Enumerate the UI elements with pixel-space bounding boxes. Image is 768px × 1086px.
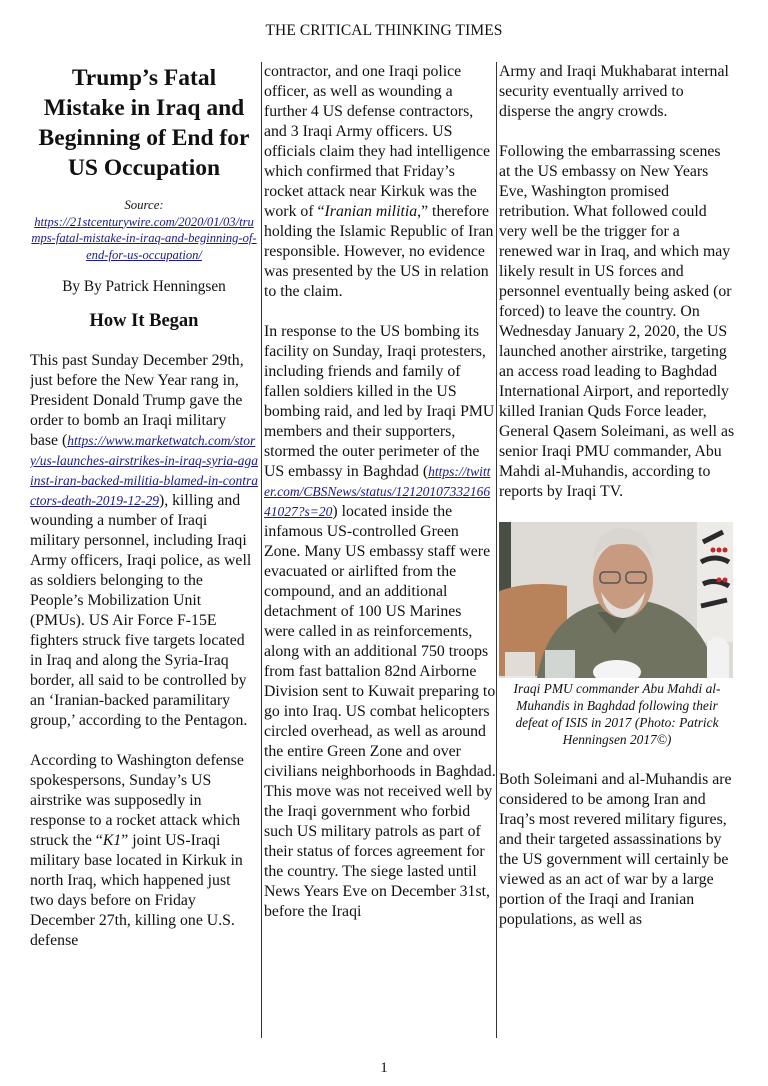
paragraph-text: ,” therefore holding the Islamic Republic of Iran responsible. However, no evidence was presented by the US in relation to the claim.	[264, 203, 494, 300]
column-2	[264, 62, 496, 1038]
paragraph-2-continued	[264, 62, 496, 302]
cbs-twitter-link[interactable]: https://twitter.com/CBSNews/status/1212010733216641027?s=20	[264, 464, 491, 519]
paragraph-text: ), killing and wounding a number of Iraqi military personnel, including Iraqi Army officers, Iraqi police, as well as soldiers belonging to the People’s Mobilization Unit (PMUs). US Air Force F-15E fighters struck five targets located in Iraq and along the Syria-Iraq border, all said to be controlled by an ‘Iranian-backed paramilitary group,’ according to the Pentagon.	[30, 492, 252, 729]
photo-caption: Iraqi PMU commander Abu Mahdi al-Muhandis in Baghdad following their defeat of ISIS in 2017 (Photo: Patrick Henningsen 2017©)	[513, 681, 721, 747]
k1-italic: K1	[102, 832, 122, 849]
iranian-militia-italic: Iranian militia	[324, 203, 418, 220]
paragraph-text: ” joint US-Iraqi military base located in Kirkuk in north Iraq, which happened just two days before on Friday December 27th, killing one U.S. defense	[30, 832, 243, 949]
paragraph-text: ) located inside the infamous US-controlled Green Zone. Many US embassy staff were evacuated or airlifted from the compound, and an additional detachment of 100 US Marines were called in as reinforcements, along with an additional 750 troops from fast battalion 82nd Airborne Division sent to Kuwait preparing to go into Iraq. US combat helicopters circled overhead, as well as around the entire Green Zone and over civilians neighborhoods in Baghdad. This move was not received well by the Iraqi government who forbid such US military patrols as part of their status of forces agreement for the country. The siege lasted until News Years Eve on December 31st, before the Iraqi	[264, 503, 496, 920]
paragraph-4: Following the embarrassing scenes at the US embassy on New Years Eve, Washington promised retribution. What followed could very well be the trigger for a renewed war in Iraq, and which may likely result in US forces and personnel eventually being asked (or forced) to leave the country. On Wednesday January 2, 2020, the US launched another airstrike, targeting an access road leading to Baghdad International Airport, and reportedly killed Iranian Quds Force leader, General Qasem Soleimani, as well as senior Iraqi PMU commander, Abu Mahdi al-Muhandis, according to reports by Iraqi TV.	[499, 143, 735, 500]
paragraph-text: This past Sunday December 29th, just before the New Year rang in, President Donald Trump gave the order to bomb an Iraqi military base (	[30, 352, 244, 449]
paragraph-3	[264, 322, 496, 922]
portrait-illustration	[499, 522, 733, 678]
paragraph-3-continued: Army and Iraqi Mukhabarat internal security eventually arrived to disperse the angry crowds.	[499, 63, 729, 120]
paragraph-text: In response to the US bombing its facility on Sunday, Iraqi protesters, including friends and family of fallen soldiers killed in the US bombing raid, and led by Iraqi PMU members and their supporters, stormed the outer perimeter of the US embassy in Baghdad (	[264, 323, 495, 480]
source-link[interactable]: https://21stcenturywire.com/2020/01/03/trumps-fatal-mistake-in-iraq-and-beginning-of-end-for-us-occupation/	[31, 214, 257, 262]
byline: By By Patrick Henningsen	[62, 278, 226, 295]
photo-image	[499, 522, 733, 678]
column-divider	[261, 62, 262, 1038]
column-divider	[496, 62, 497, 1038]
column-1	[30, 62, 258, 1038]
paragraph-text: contractor, and one Iraqi police officer, as well as wounding a further 4 US defense contractors, and 3 Iraqi Army officers. US officials claim they had intelligence which confirmed that Friday’s rocket attack near Kirkuk was the work of “	[264, 63, 491, 220]
masthead: THE CRITICAL THINKING TIMES	[265, 22, 503, 39]
article-title: Trump’s Fatal Mistake in Iraq and Beginning of End for US Occupation	[38, 65, 250, 181]
paragraph-2-start	[30, 751, 258, 951]
paragraph-text: According to Washington defense spokespersons, Sunday’s US airstrike was supposedly in response to a rocket attack which struck the “	[30, 752, 244, 849]
page-number: 1	[380, 1060, 388, 1076]
source-label: Source:	[124, 198, 164, 212]
section-heading: How It Began	[89, 311, 199, 331]
paragraph-1	[30, 351, 258, 731]
marketwatch-link[interactable]: https://www.marketwatch.com/story/us-launches-airstrikes-in-iraq-syria-against-iran-backed-militia-blamed-in-contractors-death-2019-12-29	[30, 433, 258, 508]
paragraph-5: Both Soleimani and al-Muhandis are considered to be among Iran and Iraq’s most revered military figures, and their targeted assassinations by the US government will certainly be viewed as an act of war by a large portion of the Iraqi and Iranian populations, as well as	[499, 771, 732, 928]
column-3	[499, 62, 735, 1038]
source-block	[30, 197, 258, 263]
